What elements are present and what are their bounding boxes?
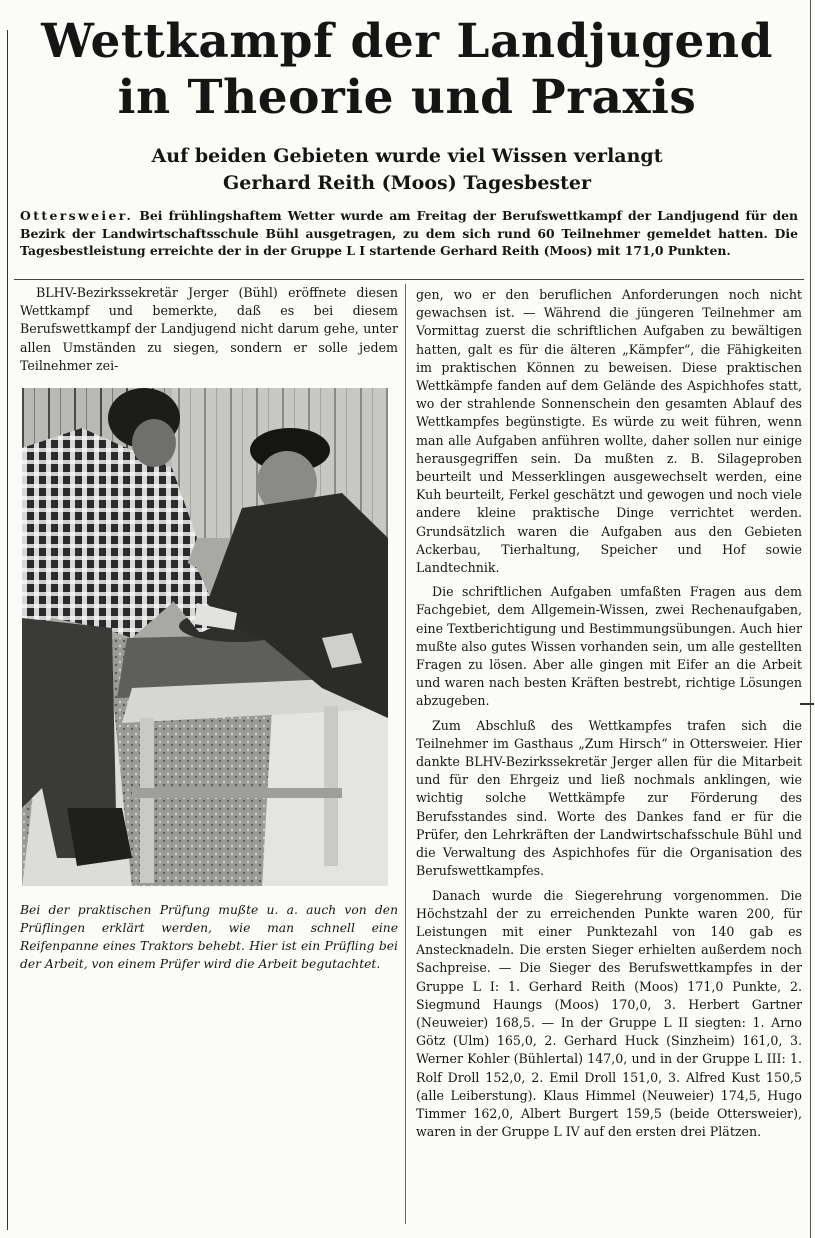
left-page-edge-rule	[7, 30, 8, 1230]
subheadline-line-1: Auf beiden Gebieten wurde viel Wissen verlangt	[151, 145, 663, 167]
photo-caption: Bei der praktischen Prüfung mußte u. a. auch von den Prüflingen erklärt werden, wie man schnell eine Reifenpanne eines Traktors behebt. Hier ist ein Prüfling bei der Arbeit, von einem Prüfer wird die Arbeit begutachtet.	[20, 903, 398, 971]
subheadline-line-2: Gerhard Reith (Moos) Tagesbester	[223, 172, 591, 194]
headline	[14, 14, 800, 126]
headline-line-2: in Theorie und Praxis	[117, 70, 697, 125]
dateline-place: Ottersweier.	[20, 208, 134, 223]
article-paragraph-4: Danach wurde die Siegerehrung vorgenommen. Die Höchstzahl der zu erreichenden Punkte waren 200, für Leistungen mit einer Punktezahl von 140 gab es Anstecknadeln. Die ersten Sieger erhielten außerdem noch Sachpreise. — Die Sieger des Berufswettkampfes in der Gruppe L I: 1. Gerhard Reith (Moos) 171,0 Punkte, 2. Siegmund Haungs (Moos) 170,0, 3. Herbert Gartner (Neuweier) 168,5. — In der Gruppe L II siegten: 1. Arno Götz (Ulm) 165,0, 2. Gerhard Huck (Sinzheim) 161,0, 3. Werner Kohler (Bühlertal) 147,0, und in der Gruppe L III: 1. Rolf Droll 152,0, 2. Emil Droll 151,0, 3. Alfred Kust 150,5 (alle Leiberstung). Klaus Himmel (Neuweier) 174,5, Hugo Timmer 162,0, Albert Burgert 159,5 (beide Ottersweier), waren in der Gruppe L IV auf den ersten drei Plätzen.	[416, 887, 802, 1140]
article-paragraph-1-continued: gen, wo er den beruflichen Anforderungen noch nicht gewachsen ist. — Während die jüngeren Teilnehmer am Vormittag zuerst die schriftlichen Aufgaben zu bewältigen hatten, galt es für die älteren „Kämpfer“, die Fähigkeiten im praktischen Können zu beweisen. Diese praktischen Wettkämpfe fanden auf dem Gelände des Aspichhofes statt, wo der strahlende Sonnenschein den gesamten Ablauf des Wettkampfes begünstigte. Es würde zu weit führen, wenn man alle Aufgaben anführen wollte, daher sollen nur einige herausgegriffen sein. Da mußten z. B. Silageproben beurteilt und Messerklingen ausgewechselt werden, eine Kuh beurteilt, Ferkel geschätzt und gewogen und noch viele andere kleine praktische Dinge verrichtet werden. Grundsätzlich waren die Aufgaben aus den Gebieten Ackerbau, Tierhaltung, Speicher und Hof sowie Landtechnik.	[416, 287, 802, 576]
article-photo	[22, 388, 388, 886]
right-page-edge-rule	[810, 0, 811, 1238]
article-paragraph-2: Die schriftlichen Aufgaben umfaßten Fragen aus dem Fachgebiet, dem Allgemein-Wissen, zwei Rechenaufgaben, eine Textberichtigung und Bestimmungsübungen. Auch hier mußte also gutes Wissen vorhanden sein, um alle gestellten Fragen zu lösen. Aber alle gingen mit Eifer an die Arbeit und waren nach besten Kräften bestrebt, richtige Lösungen abzugeben.	[416, 584, 802, 709]
lead-paragraph	[20, 207, 798, 260]
lead-text: Bei frühlingshaftem Wetter wurde am Freitag der Berufswettkampf der Landjugend für den Bezirk der Landwirtschaftsschule Bühl ausgetragen, zu dem sich rund 60 Teilnehmer gemeldet hatten. Die Tagesbestleistung erreichte der in der Gruppe L I startende Gerhard Reith (Moos) mit 171,0 Punkten.	[20, 208, 798, 258]
lead-divider	[14, 279, 804, 280]
right-column	[416, 286, 802, 1147]
article-paragraph-3: Zum Abschluß des Wettkampfes trafen sich die Teilnehmer im Gasthaus „Zum Hirsch“ in Ottersweier. Hier dankte BLHV-Bezirkssekretär Jerger allen für die Mitarbeit und für den Ehrgeiz und ließ nochmals anklingen, wie wichtig solche Wettkämpfe zur Förderung des Berufsstandes sind. Worte des Dankes fand er für die Prüfer, den Lehrkräften der Landwirtschafsschule Bühl und die Verwaltung des Aspichhofes für die Organisation des Berufswettkampfes.	[416, 717, 802, 879]
article-paragraph-1-start: BLHV-Bezirkssekretär Jerger (Bühl) eröffnete diesen Wettkampf und bemerkte, daß es bei diesem Berufswettkampf der Landjugend nicht darum gehe, unter allen Umständen zu siegen, sondern er solle jedem Teilnehmer zei-	[20, 285, 398, 373]
margin-tick-mark	[800, 703, 814, 705]
headline-line-1: Wettkampf der Landjugend	[41, 14, 773, 69]
column-separator	[405, 284, 406, 1224]
